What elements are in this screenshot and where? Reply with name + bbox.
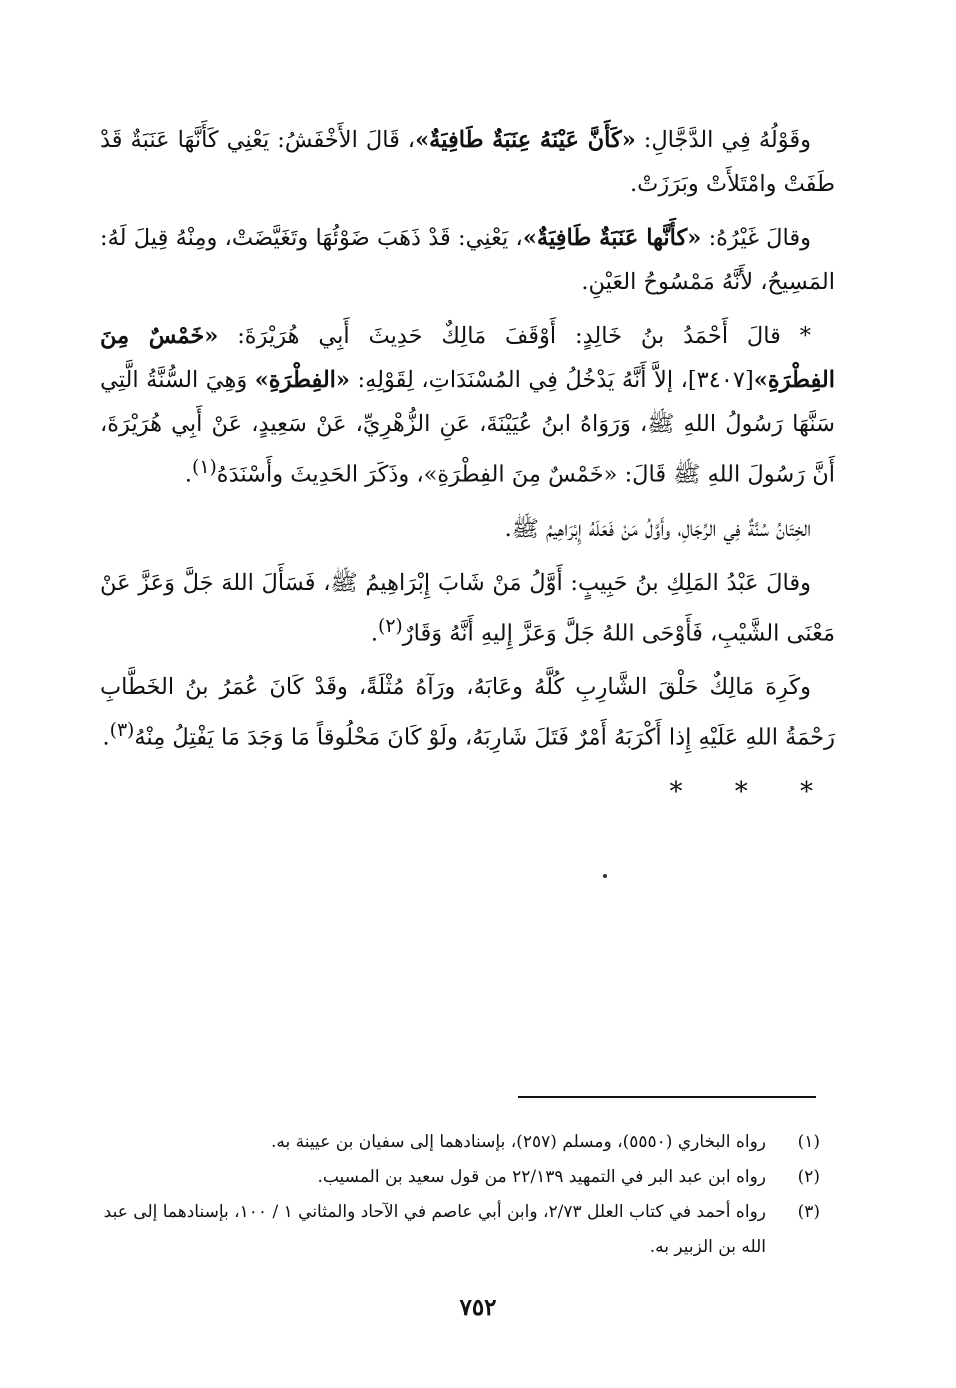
- footnote-divider: [518, 1096, 816, 1098]
- footnote-number: (٣): [797, 1202, 820, 1222]
- hadith-quote: «كَأَنَّ عَيْنَهُ عِنَبَةٌ طَافِيَةٌ»: [415, 127, 636, 153]
- hadith-quote: «الفِطْرَةِ»: [254, 367, 350, 393]
- main-text: [100, 118, 835, 814]
- text-run: وقالَ عَبْدُ المَلِكِ بنُ حَبِيبٍ: أَوَّلُ مَنْ شَابَ إِبْرَاهِيمُ ﷺ، فَسَأَلَ اللهَ جَلَّ وَعَزَّ عَنْ مَعْنَى الشَّيْبِ، فَأَوْحَى اللهُ جَلَّ وَعَزَّ إِليهِ أَنَّهُ وَقَارٌ: [100, 569, 835, 646]
- section-separator: * * *: [669, 776, 835, 807]
- page-number: ٧٥٢: [459, 1294, 497, 1321]
- paragraph-khitan: [100, 507, 835, 551]
- text-run: .: [184, 461, 193, 488]
- footnote-ref[interactable]: (١): [192, 457, 217, 478]
- text-run: .: [102, 724, 110, 751]
- speck-mark: [603, 874, 607, 878]
- hadith-quote: «خَمْسٌ مِنَ الفِطْرَةِ»: [100, 323, 836, 393]
- text-run: [٣٤٠٧]، إلاَّ أَنَّهُ يَدْخُلُ فِي المُسْنَدَاتِ، لِقَوْلِهِ:: [350, 367, 754, 393]
- text-run: .: [370, 620, 378, 646]
- paragraph-dajjal: [100, 118, 835, 206]
- text-run: وقَوْلُهُ فِي الدَّجَّالِ:: [635, 127, 811, 153]
- footnote-number: (٢): [797, 1167, 820, 1187]
- paragraph-fitra: [100, 314, 835, 497]
- footnote-item: [100, 1160, 820, 1195]
- text-run: ، يَعْنِي: قَدْ ذَهَبَ ضَوْئُهَا وتَغَيَّضَتْ، ومِنْهُ قِيلَ لَهُ: المَسِيحُ، لأَنَّهُ مَمْسُوحُ العَيْنِ.: [100, 225, 835, 295]
- text-run: وَهِيَ السُّنَّةُ الَّتِي سَنَّهَا رَسُولُ اللهِ ﷺ، وَرَوَاهُ ابنُ عُيَيْنَةَ، عَنِ الزُّهْرِيِّ، عَنْ سَعِيدٍ، عَنْ أَبِي هُرَيْرَةَ، أَنَّ رَسُولَ اللهِ ﷺ قَالَ: «خَمْسٌ مِنَ الفِطْرَةِ»، وذَكَرَ الحَدِيثَ وأَسْنَدَهُ: [100, 367, 835, 488]
- footnote-item: [100, 1195, 820, 1265]
- footnote-number: (١): [797, 1132, 820, 1152]
- footnote-text: رواه أحمد في كتاب العلل ٢/٧٣، وابن أبي عاصم في الآحاد والمثاني ١ / ١٠٠، بإسنادهما إلى عبد الله بن الزبير به.: [103, 1202, 766, 1257]
- text-run: وقالَ غَيْرُهُ:: [701, 225, 811, 251]
- footnote-ref[interactable]: (٢): [377, 615, 403, 637]
- footnote-text: رواه ابن عبد البر في التمهيد ٢٢/١٣٩ من قول سعيد بن المسيب.: [317, 1167, 766, 1187]
- paragraph-sharib: [100, 665, 835, 760]
- text-run: ، قَالَ الأَخْفَشُ: يَعْنِي كَأَنَّهَا عَنَبَةٌ قَدْ طَفَتْ وامْتَلأَتْ وبَرَزَتْ.: [100, 127, 835, 197]
- paragraph-shayb: [100, 561, 835, 656]
- text-run: وكَرِهَ مَالِكٌ حَلْقَ الشَّارِبِ كُلَّهُ وعَابَهُ، ورَآهُ مُثْلَةً، وقَدْ كَانَ عُمَرُ بنُ الخَطَّابِ رَحْمَةُ اللهِ عَلَيْهِ إِذا أَكْرَبَهُ أَمْرٌ فَتَلَ شَارِبَهُ، ولَوْ كَانَ مَحْلُوقاً مَا وَجَدَ مَا يَفْتِلُ مِنْهُ: [100, 674, 835, 751]
- footnotes: [100, 1125, 820, 1265]
- text-run: * قالَ أَحْمَدُ بنُ خَالِدٍ: أَوْقَفَ مَالِكٌ حَدِيثَ أَبِي هُرَيْرَةَ:: [218, 323, 811, 349]
- text-run: الخِتَانُ سُنَّةٌ فِي الرِّجَالِ، وأَوَّلُ مَنْ فَعَلَهُ إِبْرَاهِيمُ ﷺ.: [504, 515, 811, 542]
- paragraph-masih: [100, 216, 835, 304]
- footnote-item: [100, 1125, 820, 1160]
- hadith-quote: «كأَنَّها عَنَبَةٌ طَافِيَةٌ»: [522, 225, 702, 251]
- footnote-text: رواه البخاري (٥٥٥٠)، ومسلم (٢٥٧)، بإسنادهما إلى سفيان بن عيينة به.: [271, 1132, 766, 1152]
- footnote-ref[interactable]: (٣): [109, 720, 135, 741]
